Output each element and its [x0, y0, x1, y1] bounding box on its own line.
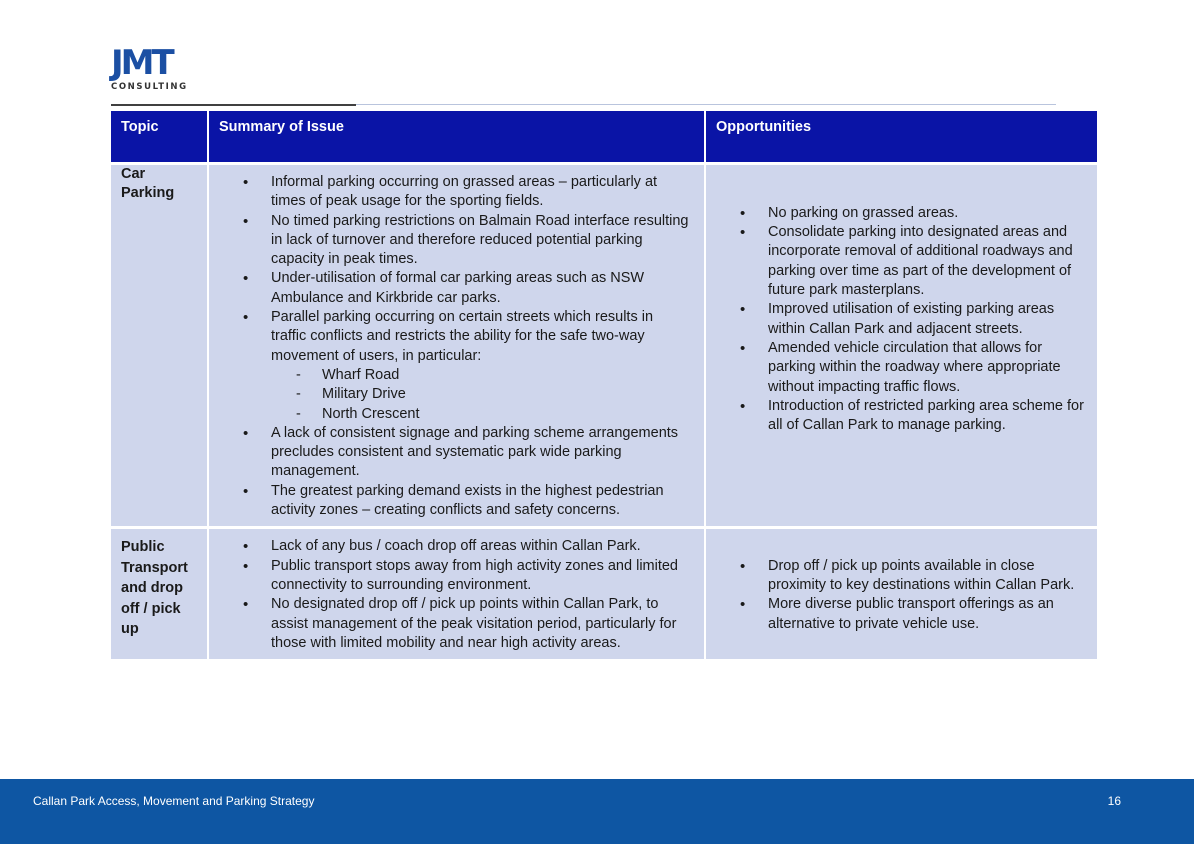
list-item: • Consolidate parking into designated areas and incorporate removal of additional roadways and parking over time as part of the development of future park masterplans. [718, 223, 1085, 300]
list-item: • Lack of any bus / coach drop off areas within Callan Park. [221, 537, 692, 556]
list-item: • No parking on grassed areas. [718, 204, 1085, 223]
header-rule-light [356, 104, 1056, 105]
streets-list [271, 366, 692, 424]
list-item: • No designated drop off / pick up points within Callan Park, to assist management of the peak visitation period, particularly for those with limited mobility and near high activity areas. [221, 595, 692, 653]
table-row-public-transport [111, 529, 1097, 662]
list-item: • The greatest parking demand exists in the highest pedestrian activity zones – creating conflicts and safety concerns. [221, 482, 692, 521]
opportunities-cell [706, 165, 1097, 529]
list-item: - North Crescent [271, 405, 692, 424]
opportunities-list [718, 204, 1085, 436]
list-item: - Wharf Road [271, 366, 692, 385]
list-item: • Introduction of restricted parking area scheme for all of Callan Park to manage parking. [718, 397, 1085, 436]
header-rule-dark [111, 104, 356, 106]
list-item: • Under-utilisation of formal car parking areas such as NSW Ambulance and Kirkbride car parks. [221, 269, 692, 308]
topic-cell: Car Parking [111, 165, 209, 529]
list-item: • Amended vehicle circulation that allows for parking within the roadway where appropriate without impacting traffic flows. [718, 339, 1085, 397]
footer-page-number: 16 [1107, 794, 1121, 808]
logo-wordmark: JMT [111, 43, 172, 83]
list-item: • Public transport stops away from high activity zones and limited connectivity to surrounding environment. [221, 557, 692, 596]
opportunities-cell [706, 529, 1097, 662]
header-opportunities: Opportunities [706, 111, 1097, 165]
issues-list [221, 173, 692, 520]
list-item: • Drop off / pick up points available in close proximity to key destinations within Callan Park. [718, 557, 1085, 596]
page-footer [0, 779, 1194, 844]
list-item: • Improved utilisation of existing parking areas within Callan Park and adjacent streets. [718, 300, 1085, 339]
issues-cell [209, 165, 706, 529]
issues-table [111, 111, 1097, 662]
header-topic: Topic [111, 111, 209, 165]
logo-subtitle: CONSULTING [111, 82, 188, 92]
list-item: • Informal parking occurring on grassed areas – particularly at times of peak usage for the sporting fields. [221, 173, 692, 212]
jmt-consulting-logo [111, 43, 191, 92]
list-item: - Military Drive [271, 385, 692, 404]
list-item: • A lack of consistent signage and parking scheme arrangements precludes consistent and systematic park wide parking management. [221, 424, 692, 482]
opportunities-list [718, 557, 1085, 634]
list-item: • No timed parking restrictions on Balmain Road interface resulting in lack of turnover and therefore reduced potential parking capacity in peak times. [221, 212, 692, 270]
topic-cell: Public Transport and drop off / pick up [111, 529, 209, 662]
header-summary-of-issue: Summary of Issue [209, 111, 706, 165]
list-item [221, 308, 692, 424]
list-item: • More diverse public transport offerings as an alternative to private vehicle use. [718, 595, 1085, 634]
table-header-row [111, 111, 1097, 165]
list-item-text: Parallel parking occurring on certain streets which results in traffic conflicts and restricts the ability for the safe two-way movement of users, in particular: [271, 309, 654, 364]
table-row-car-parking [111, 165, 1097, 529]
footer-document-title: Callan Park Access, Movement and Parking Strategy [33, 794, 315, 808]
issues-list [221, 537, 692, 653]
issues-cell [209, 529, 706, 662]
